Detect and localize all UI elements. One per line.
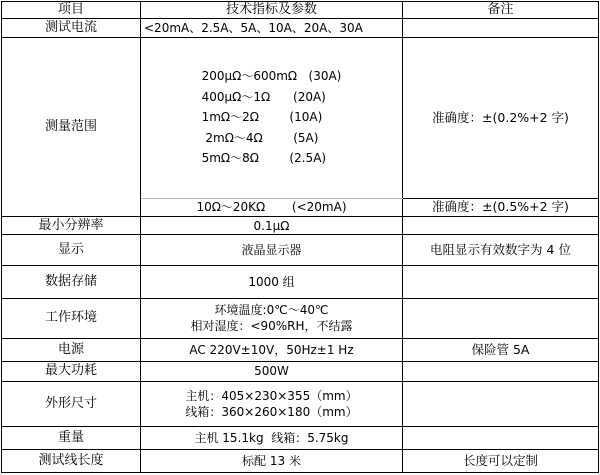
row-note-current [403, 19, 599, 37]
range-line: 200μΩ～600mΩ (30A) [201, 69, 342, 84]
table-row [2, 298, 599, 339]
dimension-case: 线箱：360×260×180（mm） [185, 405, 358, 420]
row-item-current: 测试电流 [2, 19, 141, 37]
table-row [2, 266, 599, 299]
range-line: 5mΩ～8Ω (2.5A) [201, 151, 327, 166]
dimension-host: 主机：405×230×355（mm） [185, 389, 358, 404]
row-note-environment [403, 298, 599, 339]
range-line: 2mΩ～4Ω (5A) [201, 130, 319, 145]
range-line: 400μΩ～1Ω (20A) [201, 89, 326, 104]
header-row [2, 2, 599, 19]
table-row [2, 450, 599, 473]
range-line-low-text: 10Ω～20KΩ (<20mA) [196, 200, 347, 215]
row-item-lead-length: 测试线长度 [2, 450, 141, 473]
table-row [2, 361, 599, 381]
table-row [2, 382, 599, 427]
range-list-cell [141, 37, 403, 198]
spec-table [1, 1, 599, 473]
weight-text: 主机 15.1kg 线箱：5.75kg [194, 431, 349, 446]
row-note-dimensions [403, 382, 599, 427]
row-note-lead-length: 长度可以定制 [403, 450, 599, 473]
row-note-display: 电阻显示有效数字为 4 位 [403, 235, 599, 266]
row-param-environment [141, 298, 403, 339]
row-item-range: 测量范围 [2, 37, 141, 216]
row-note-storage [403, 266, 599, 299]
row-note-max-power [403, 361, 599, 381]
row-note-resolution [403, 217, 599, 235]
row-note-range-accuracy-1: 准确度：±(0.2%+2 字) [403, 37, 599, 198]
env-temperature: 环境温度:0℃～40℃ [214, 303, 329, 318]
table-row [2, 217, 599, 235]
row-item-resolution: 最小分辨率 [2, 217, 141, 235]
env-humidity: 相对湿度：<90%RH，不结露 [190, 319, 353, 334]
row-param-display: 液晶显示器 [141, 235, 403, 266]
row-item-weight: 重量 [2, 427, 141, 450]
row-param-storage: 1000 组 [141, 266, 403, 299]
row-param-dimensions [141, 382, 403, 427]
row-item-environment: 工作环境 [2, 298, 141, 339]
table-row [2, 427, 599, 450]
table-row [2, 37, 599, 198]
row-param-max-power: 500W [141, 361, 403, 381]
range-line: 1mΩ～2Ω (10A) [201, 110, 323, 125]
row-note-weight [403, 427, 599, 450]
row-param-current: <20mA、2.5A、5A、10A、20A、30A [141, 19, 403, 37]
table-row [2, 235, 599, 266]
row-item-dimensions: 外形尺寸 [2, 382, 141, 427]
row-item-storage: 数据存储 [2, 266, 141, 299]
header-item: 项目 [2, 2, 141, 19]
row-param-power: AC 220V±10V，50Hz±1 Hz [141, 339, 403, 361]
row-note-range-accuracy-2: 准确度：±(0.5%+2 字) [403, 198, 599, 216]
row-item-max-power: 最大功耗 [2, 361, 141, 381]
table-row [2, 19, 599, 37]
row-note-power: 保险管 5A [403, 339, 599, 361]
range-line-low [141, 198, 403, 216]
header-param: 技术指标及参数 [141, 2, 403, 19]
row-item-power: 电源 [2, 339, 141, 361]
row-param-resolution: 0.1μΩ [141, 217, 403, 235]
table-row [2, 339, 599, 361]
header-note: 备注 [403, 2, 599, 19]
row-param-lead-length: 标配 13 米 [141, 450, 403, 473]
range-list [202, 66, 342, 169]
row-item-display: 显示 [2, 235, 141, 266]
row-param-weight [141, 427, 403, 450]
